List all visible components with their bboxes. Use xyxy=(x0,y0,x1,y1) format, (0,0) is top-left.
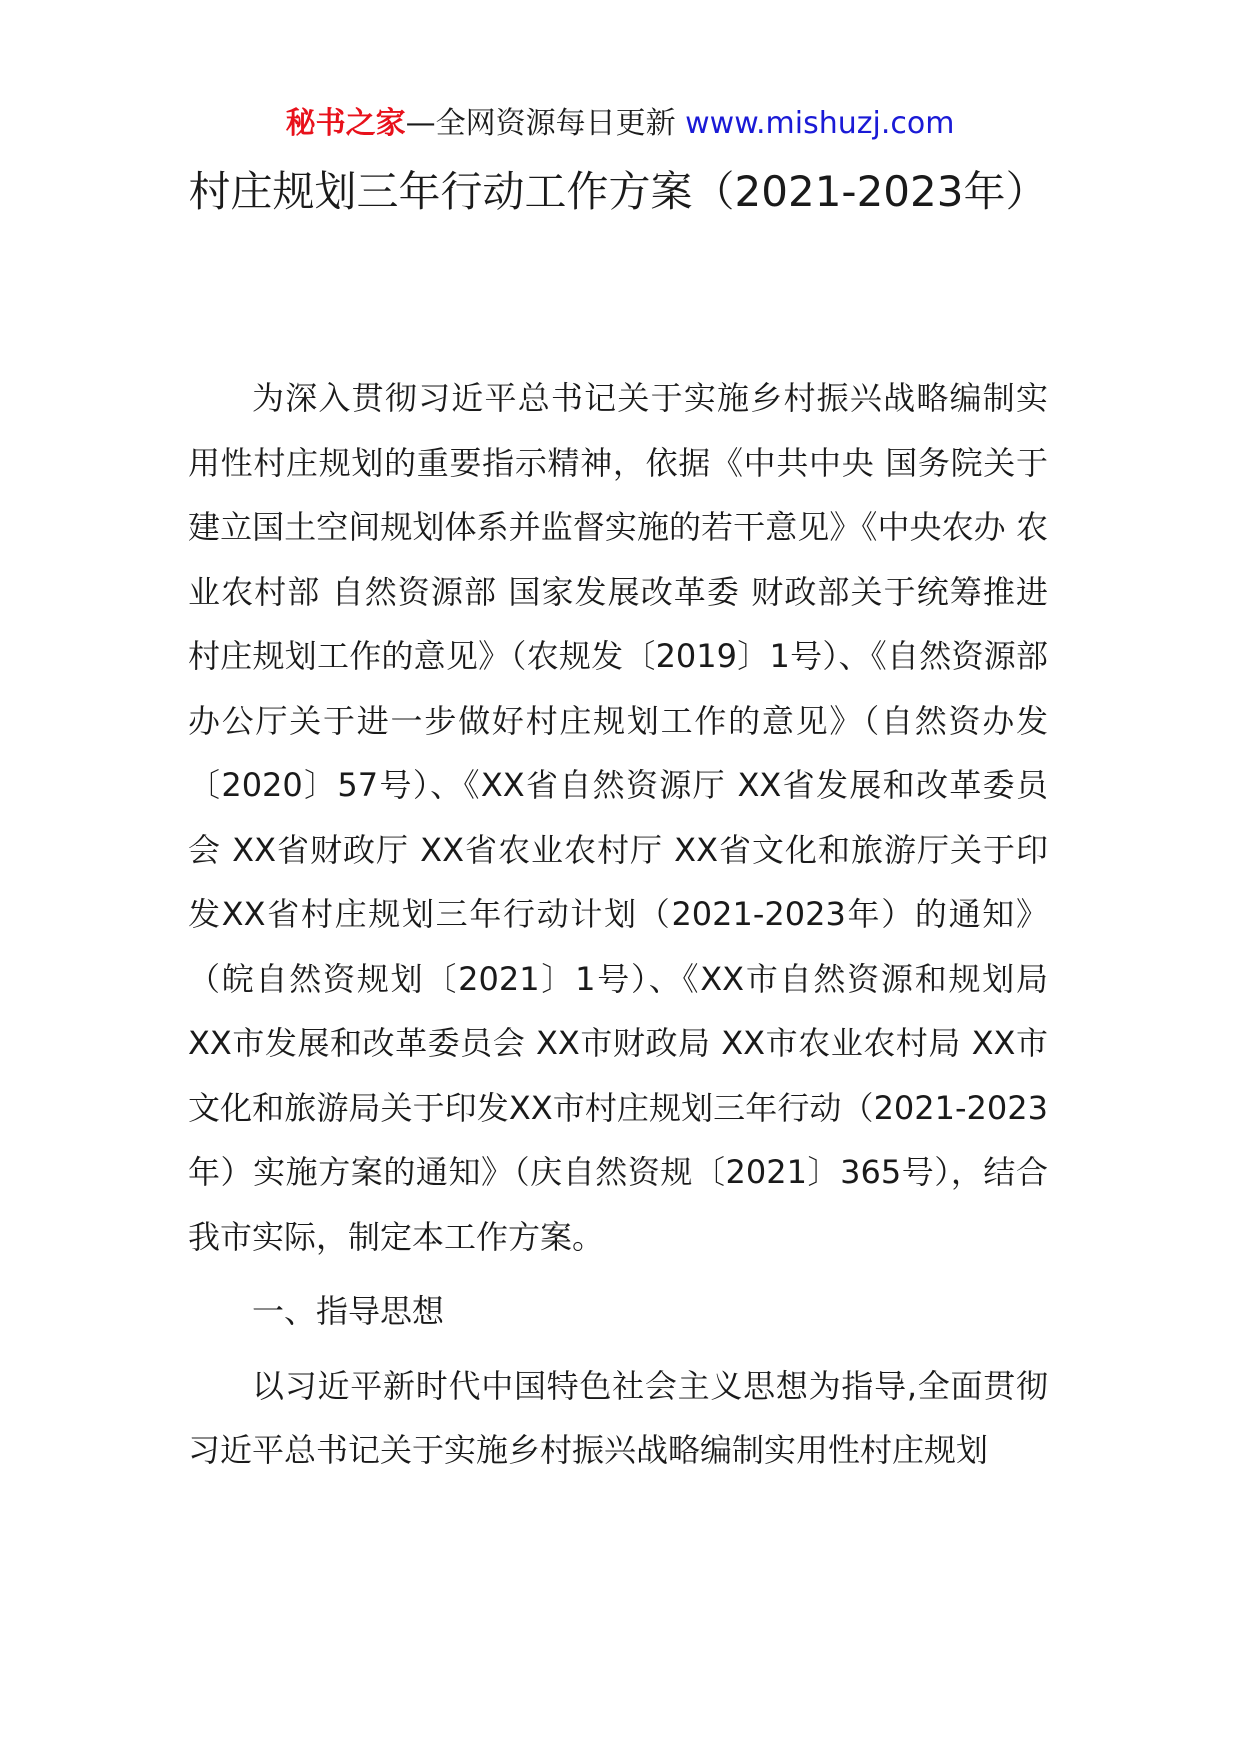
section-heading-guiding-ideology: 一、指导思想 xyxy=(252,1292,445,1330)
document-title: 村庄规划三年行动工作方案（2021-2023年） xyxy=(188,167,1048,216)
paragraph-guiding-ideology: 以习近平新时代中国特色社会主义思想为指导,全面贯彻习近平总书记关于实施乡村振兴战略编制实用性村庄规划 xyxy=(188,1366,1048,1469)
site-header xyxy=(0,102,1240,146)
paragraph-intro: 为深入贯彻习近平总书记关于实施乡村振兴战略编制实用性村庄规划的重要指示精神，依据《中共中央 国务院关于建立国土空间规划体系并监督实施的若干意见》《中央农办 农业农村部 自然资源部 国家发展改革委 财政部关于统筹推进村庄规划工作的意见》（农规发〔2019〕1号）、《自然资源部办公厅关于进一步做好村庄规划工作的意见》（自然资办发〔2020〕57号）、《XX省自然资源厅 XX省发展和改革委员会 XX省财政厅 XX省农业农村厅 XX省文化和旅游厅关于印发XX省村庄规划三年行动计划（2021-2023年）的通知》（皖自然资规划〔2021〕1号）、《XX市自然资源和规划局 XX市发展和改革委员会 XX市财政局 XX市农业农村局 XX市文化和旅游局关于印发XX市村庄规划三年行动（2021-2023年）实施方案的通知》（庆自然资规〔2021〕365号），结合我市实际，制定本工作方案。 xyxy=(188,379,1048,1256)
brand-name: 秘书之家 xyxy=(285,106,406,141)
header-tagline: —全网资源每日更新 xyxy=(405,106,676,141)
document-body xyxy=(188,366,1048,1483)
site-url-link[interactable]: www.mishuzj.com xyxy=(685,106,955,141)
